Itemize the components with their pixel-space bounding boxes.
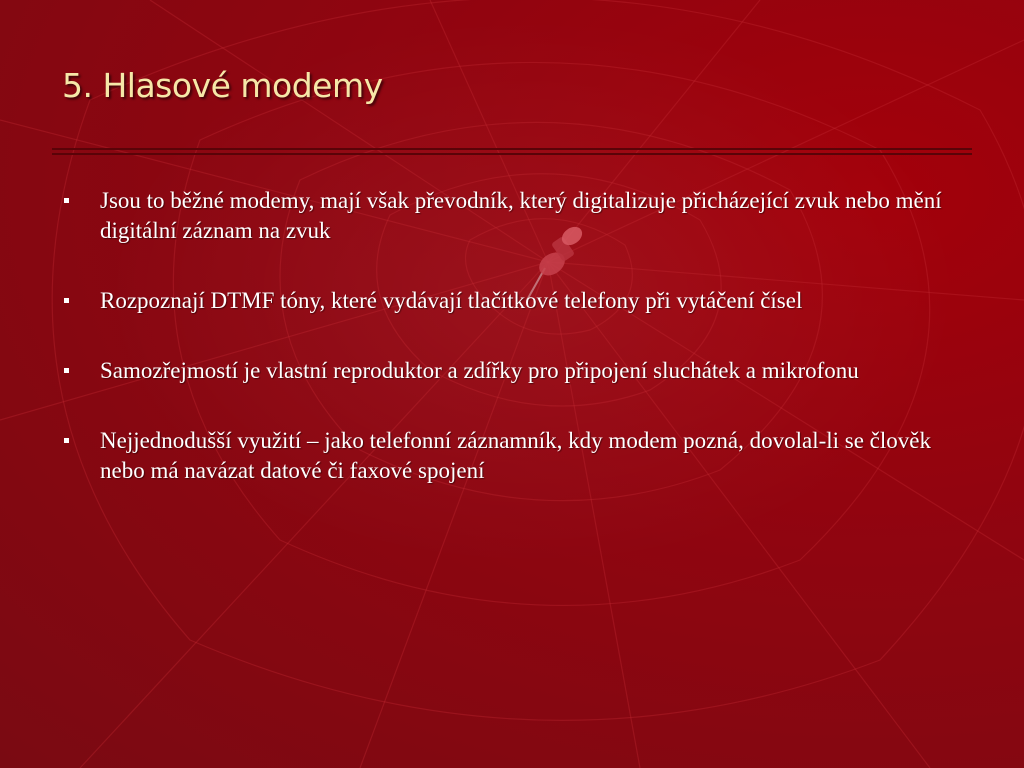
- square-bullet-icon: [64, 368, 69, 373]
- bullet-item: [62, 286, 942, 316]
- bullet-text: Nejjednodušší využití – jako telefonní záznamník, kdy modem pozná, dovolal-li se člověk nebo má navázat datové či faxové spojení: [100, 428, 931, 483]
- bullet-item: [62, 356, 942, 386]
- bullet-text: Samozřejmostí je vlastní reproduktor a zdířky pro připojení sluchátek a mikrofonu: [100, 358, 859, 383]
- bullet-text: Jsou to běžné modemy, mají však převodník, který digitalizuje přicházející zvuk nebo mění digitální záznam na zvuk: [100, 188, 942, 243]
- square-bullet-icon: [64, 438, 69, 443]
- slide-title: 5. Hlasové modemy: [62, 66, 383, 105]
- bullet-list: [62, 186, 942, 526]
- square-bullet-icon: [64, 198, 69, 203]
- bullet-text: Rozpoznají DTMF tóny, které vydávají tlačítkové telefony při vytáčení čísel: [100, 288, 803, 313]
- bullet-item: [62, 186, 942, 246]
- square-bullet-icon: [64, 298, 69, 303]
- bullet-item: [62, 426, 942, 486]
- title-divider: [52, 148, 972, 155]
